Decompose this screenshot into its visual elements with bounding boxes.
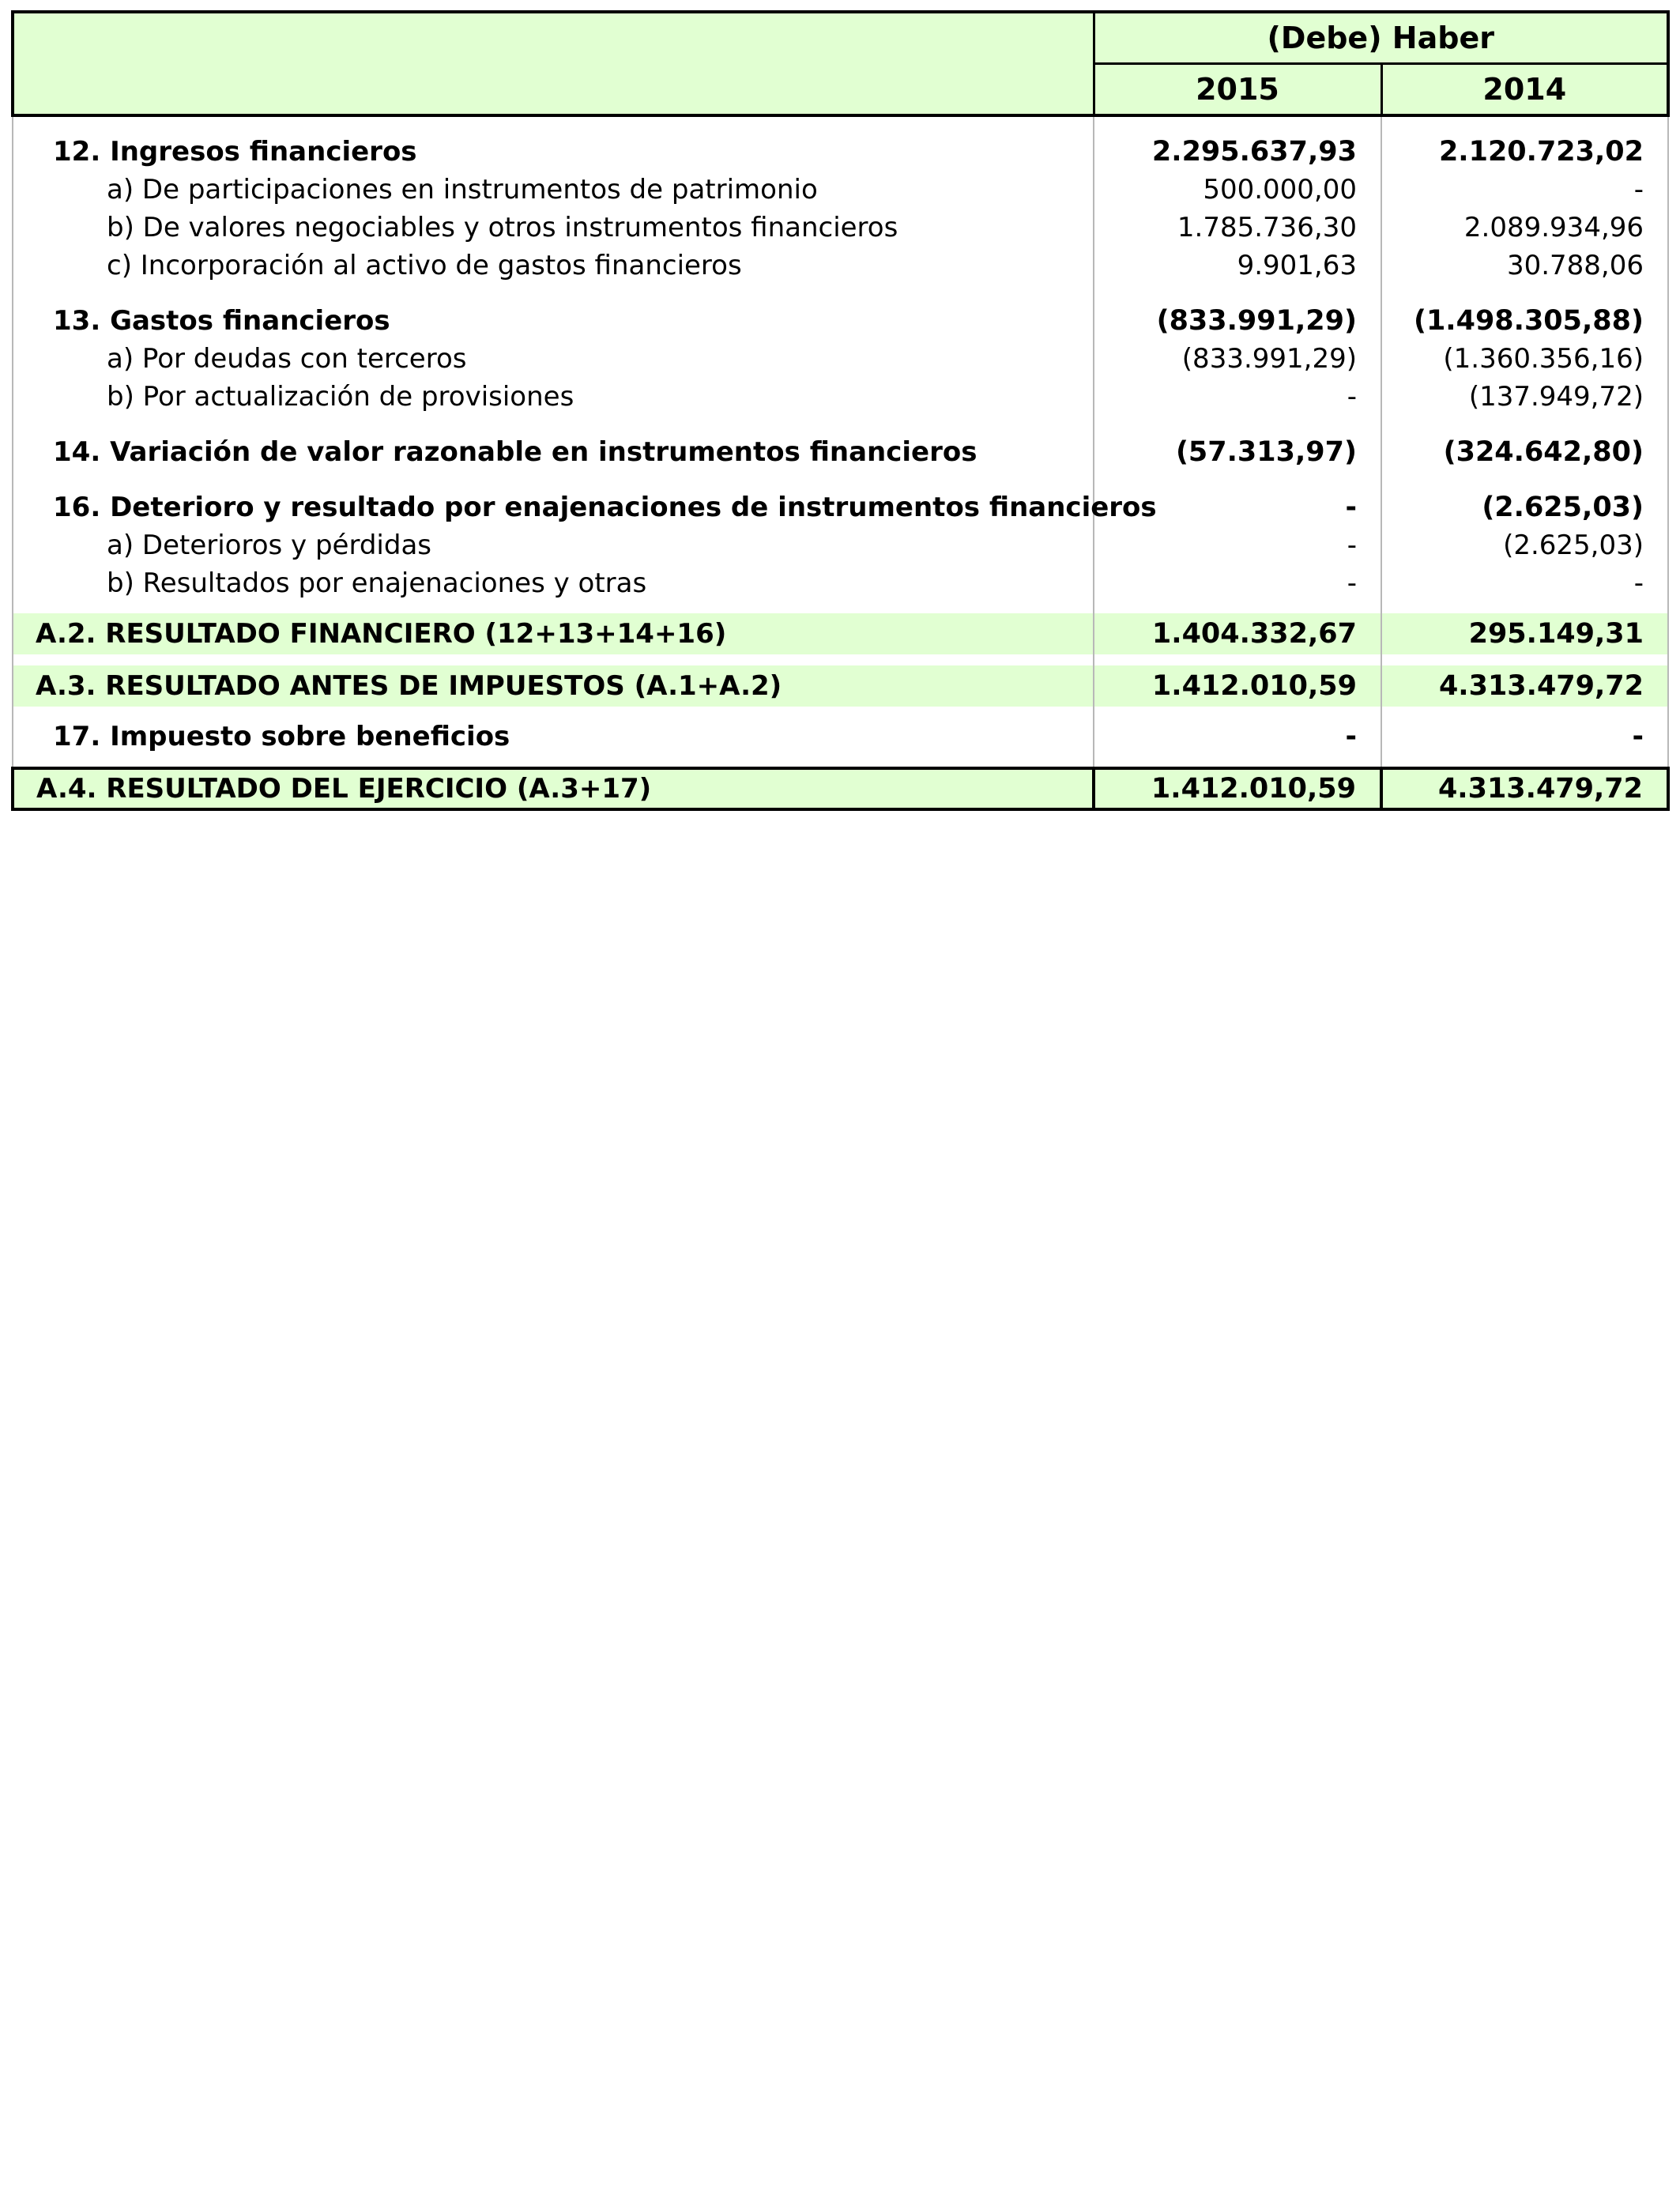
row-label: a) De participaciones en instrumentos de patrimonio xyxy=(13,171,1094,209)
value-2014: 2.089.934,96 xyxy=(1381,209,1668,247)
row-resultado-antes-impuestos xyxy=(13,665,1668,707)
row-label: 14. Variación de valor razonable en instrumentos financieros xyxy=(13,433,1094,471)
value-2014: 295.149,31 xyxy=(1381,613,1668,654)
value-2015: - xyxy=(1094,564,1381,602)
value-2015: (833.991,29) xyxy=(1094,302,1381,340)
row-label: A.3. RESULTADO ANTES DE IMPUESTOS (A.1+A.2) xyxy=(13,665,1094,707)
column-header-2015: 2015 xyxy=(1094,64,1381,116)
value-2014: - xyxy=(1381,171,1668,209)
value-2015: - xyxy=(1094,378,1381,416)
value-2014: (1.498.305,88) xyxy=(1381,302,1668,340)
row-deterioro-enajenaciones xyxy=(13,488,1668,526)
row-label: 16. Deterioro y resultado por enajenaciones de instrumentos financieros xyxy=(13,488,1094,526)
value-2014: 4.313.479,72 xyxy=(1381,768,1668,809)
value-2014: 2.120.723,02 xyxy=(1381,133,1668,171)
value-2014: (137.949,72) xyxy=(1381,378,1668,416)
column-header-2014: 2014 xyxy=(1381,64,1668,116)
row-impuesto-beneficios xyxy=(13,718,1668,756)
row-resultado-financiero xyxy=(13,613,1668,654)
row-resultado-ejercicio xyxy=(13,768,1668,809)
value-2015: 9.901,63 xyxy=(1094,247,1381,285)
value-2015: 2.295.637,93 xyxy=(1094,133,1381,171)
value-2014: - xyxy=(1381,564,1668,602)
row-label: A.4. RESULTADO DEL EJERCICIO (A.3+17) xyxy=(13,768,1094,809)
value-2015: (57.313,97) xyxy=(1094,433,1381,471)
row-variacion-valor-razonable xyxy=(13,433,1668,471)
column-group-header: (Debe) Haber xyxy=(1094,12,1668,64)
row-resultados-enajenaciones xyxy=(13,564,1668,602)
row-label: 12. Ingresos financieros xyxy=(13,133,1094,171)
value-2015: 1.412.010,59 xyxy=(1094,665,1381,707)
row-gastos-financieros xyxy=(13,302,1668,340)
row-deudas-terceros xyxy=(13,340,1668,378)
row-label: A.2. RESULTADO FINANCIERO (12+13+14+16) xyxy=(13,613,1094,654)
row-label: a) Deterioros y pérdidas xyxy=(13,526,1094,564)
row-label: b) Resultados por enajenaciones y otras xyxy=(13,564,1094,602)
value-2014: 4.313.479,72 xyxy=(1381,665,1668,707)
value-2014: - xyxy=(1381,718,1668,756)
value-2015: (833.991,29) xyxy=(1094,340,1381,378)
income-statement-sheet xyxy=(11,10,1667,823)
row-participaciones xyxy=(13,171,1668,209)
value-2015: - xyxy=(1094,488,1381,526)
header-row-group xyxy=(13,12,1668,64)
row-label: 17. Impuesto sobre beneficios xyxy=(13,718,1094,756)
value-2015: 500.000,00 xyxy=(1094,171,1381,209)
header-blank-cell xyxy=(13,12,1094,115)
value-2015: 1.412.010,59 xyxy=(1094,768,1381,809)
row-label: c) Incorporación al activo de gastos financieros xyxy=(13,247,1094,285)
value-2014: (2.625,03) xyxy=(1381,526,1668,564)
value-2014: (1.360.356,16) xyxy=(1381,340,1668,378)
value-2015: - xyxy=(1094,718,1381,756)
value-2015: 1.404.332,67 xyxy=(1094,613,1381,654)
value-2014: 30.788,06 xyxy=(1381,247,1668,285)
row-deterioros-perdidas xyxy=(13,526,1668,564)
row-valores-negociables xyxy=(13,209,1668,247)
value-2014: (2.625,03) xyxy=(1381,488,1668,526)
row-ingresos-financieros xyxy=(13,133,1668,171)
row-label: b) Por actualización de provisiones xyxy=(13,378,1094,416)
row-actualizacion-provisiones xyxy=(13,378,1668,416)
value-2015: - xyxy=(1094,526,1381,564)
value-2015: 1.785.736,30 xyxy=(1094,209,1381,247)
financial-results-table xyxy=(11,10,1670,811)
value-2014: (324.642,80) xyxy=(1381,433,1668,471)
row-label: 13. Gastos financieros xyxy=(13,302,1094,340)
row-label: a) Por deudas con terceros xyxy=(13,340,1094,378)
row-incorporacion-activo xyxy=(13,247,1668,285)
row-label: b) De valores negociables y otros instrumentos financieros xyxy=(13,209,1094,247)
